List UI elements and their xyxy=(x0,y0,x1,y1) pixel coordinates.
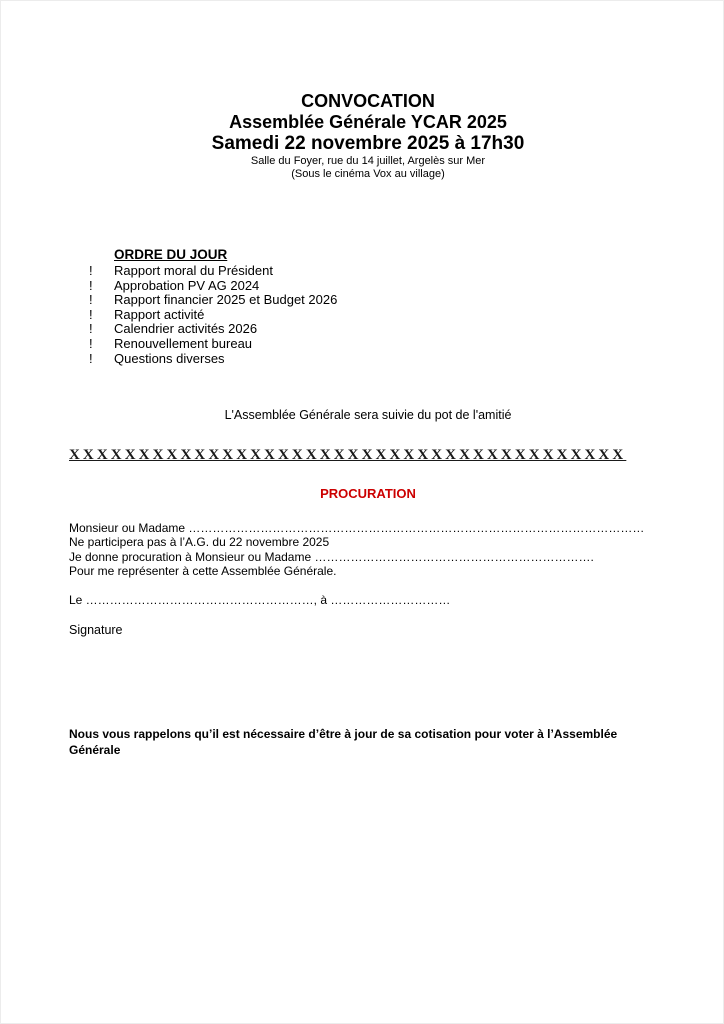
agenda-heading: ORDRE DU JOUR xyxy=(114,247,228,262)
procuration-body xyxy=(69,521,667,578)
date-place-line: Le …………………………………………………, à ………………………… xyxy=(69,593,451,608)
agenda-bullet: ! xyxy=(89,277,93,293)
signature-label: Signature xyxy=(69,623,123,638)
agenda-item xyxy=(69,279,667,294)
meeting-name: Assemblée Générale YCAR 2025 xyxy=(229,112,507,132)
agenda-item-label: Rapport financier 2025 et Budget 2026 xyxy=(114,292,338,308)
refreshments-note: L'Assemblée Générale sera suivie du pot de l'amitié xyxy=(224,408,512,423)
agenda-bullet: ! xyxy=(89,321,93,337)
proxy-absence-line: Ne participera pas à l’A.G. du 22 novembre 2025 xyxy=(69,535,330,550)
agenda-section xyxy=(69,247,667,366)
document-title: CONVOCATION xyxy=(301,91,435,111)
agenda-item-label: Rapport activité xyxy=(114,306,205,322)
agenda-item-label: Calendrier activités 2026 xyxy=(114,321,258,337)
agenda-item xyxy=(69,352,667,367)
agenda-item-label: Rapport moral du Président xyxy=(114,263,273,278)
document-header xyxy=(69,91,667,181)
agenda-bullet: ! xyxy=(89,292,93,308)
agenda-item-label: Renouvellement bureau xyxy=(114,335,253,351)
cut-separator-line: XXXXXXXXXXXXXXXXXXXXXXXXXXXXXXXXXXXXXXXX xyxy=(69,447,627,464)
meeting-date: Samedi 22 novembre 2025 à 17h30 xyxy=(211,133,525,154)
agenda-item xyxy=(69,308,667,323)
agenda-item xyxy=(69,264,667,279)
agenda-item-label: Approbation PV AG 2024 xyxy=(114,277,260,293)
agenda-item-label: Questions diverses xyxy=(114,350,225,366)
procuration-title: PROCURATION xyxy=(320,486,416,502)
agenda-list xyxy=(69,264,667,366)
agenda-bullet: ! xyxy=(89,335,93,351)
agenda-item xyxy=(69,337,667,352)
agenda-bullet: ! xyxy=(89,350,93,366)
proxy-representation-line: Pour me représenter à cette Assemblée Générale. xyxy=(69,564,337,579)
agenda-bullet: ! xyxy=(89,306,93,322)
membership-reminder: Nous vous rappelons qu’il est nécessaire d’être à jour de sa cotisation pour voter à l’Assemblée Générale xyxy=(69,727,618,758)
agenda-item xyxy=(69,293,667,308)
venue-detail: (Sous le cinéma Vox au village) xyxy=(291,168,445,180)
proxy-delegate-name-line: Je donne procuration à Monsieur ou Madame ……………………………………………………………. xyxy=(69,549,594,564)
venue-address: Salle du Foyer, rue du 14 juillet, Argelès sur Mer xyxy=(250,155,486,167)
agenda-bullet: ! xyxy=(89,263,93,278)
proxy-member-name-line: Monsieur ou Madame …………………………………………………………………………………………………… xyxy=(69,521,645,536)
agenda-item xyxy=(69,322,667,337)
